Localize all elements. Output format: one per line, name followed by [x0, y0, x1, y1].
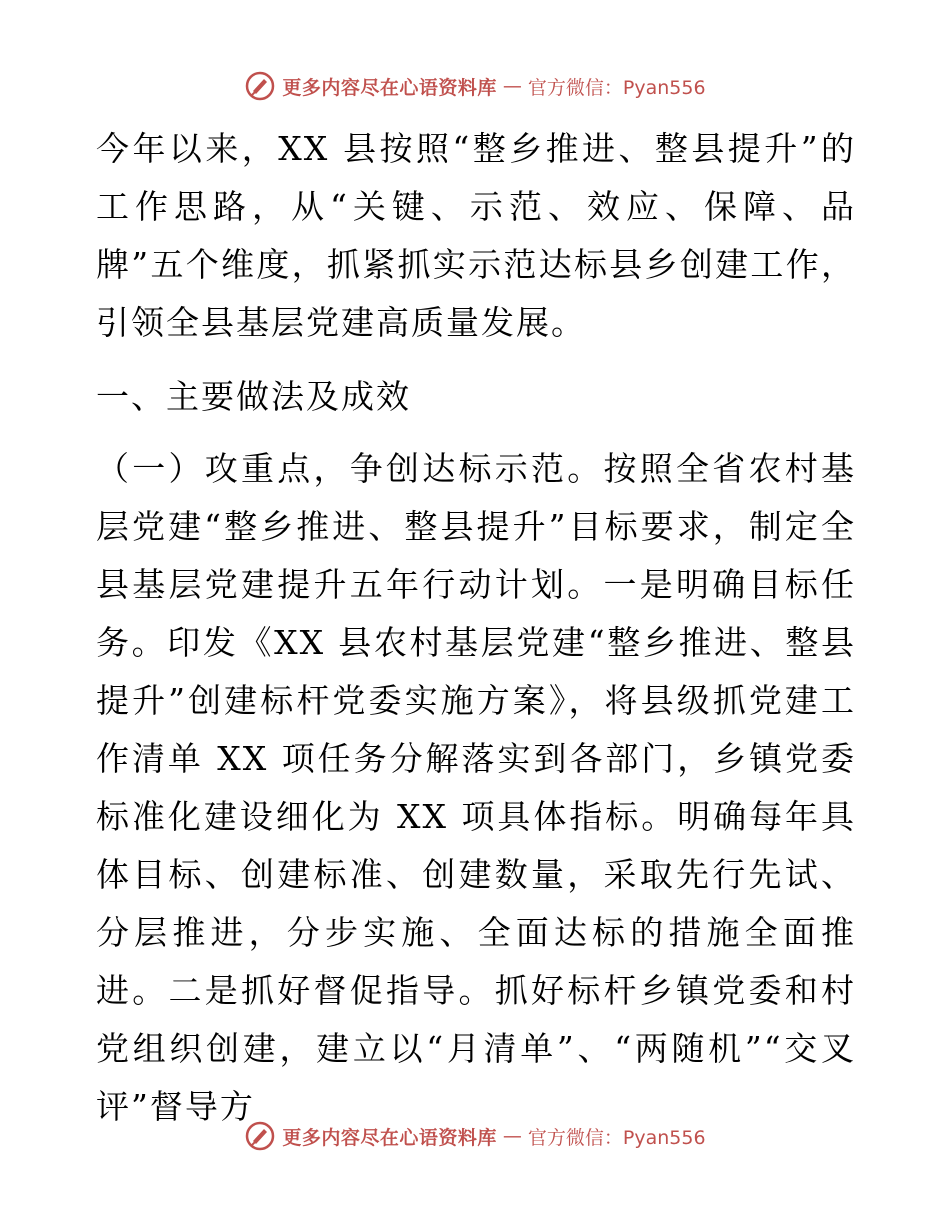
watermark-banner-top — [0, 70, 950, 102]
watermark-text: 更多内容尽在心语资料库 — [282, 76, 497, 99]
watermark-contact: 官方微信：Pyan556 — [527, 1126, 706, 1149]
watermark-contact: 官方微信：Pyan556 — [527, 76, 706, 99]
red-seal-logo-icon — [244, 1120, 276, 1152]
watermark-banner-bottom — [0, 1120, 950, 1152]
document-body — [96, 120, 856, 1136]
subsection-paragraph: （一）攻重点，争创达标示范。按照全省农村基层党建“整乡推进、整县提升”目标要求，制定全县基层党建提升五年行动计划。一是明确目标任务。印发《XX 县农村基层党建“整乡推进、整县提升”创建标杆党委实施方案》，将县级抓党建工作清单 XX 项任务分解落实到各部门，乡镇党委标准化建设细化为 XX 项具体指标。明确每年具体目标、创建标准、创建数量，采取先行先试、分层推进，分步实施、全面达标的措施全面推进。二是抓好督促指导。抓好标杆乡镇党委和村党组织创建，建立以“月清单”、“两随机”“交叉评”督导方 — [96, 449, 856, 1126]
watermark-separator: — — [502, 1125, 522, 1147]
watermark-separator: — — [502, 75, 522, 97]
intro-paragraph: 今年以来，XX 县按照“整乡推进、整县提升”的工作思路，从“关键、示范、效应、保障、品牌”五个维度，抓紧抓实示范达标县乡创建工作，引领全县基层党建高质量发展。 — [96, 129, 856, 342]
section-heading: 一、主要做法及成效 — [96, 377, 411, 416]
red-seal-logo-icon — [244, 70, 276, 102]
watermark-text: 更多内容尽在心语资料库 — [282, 1126, 497, 1149]
